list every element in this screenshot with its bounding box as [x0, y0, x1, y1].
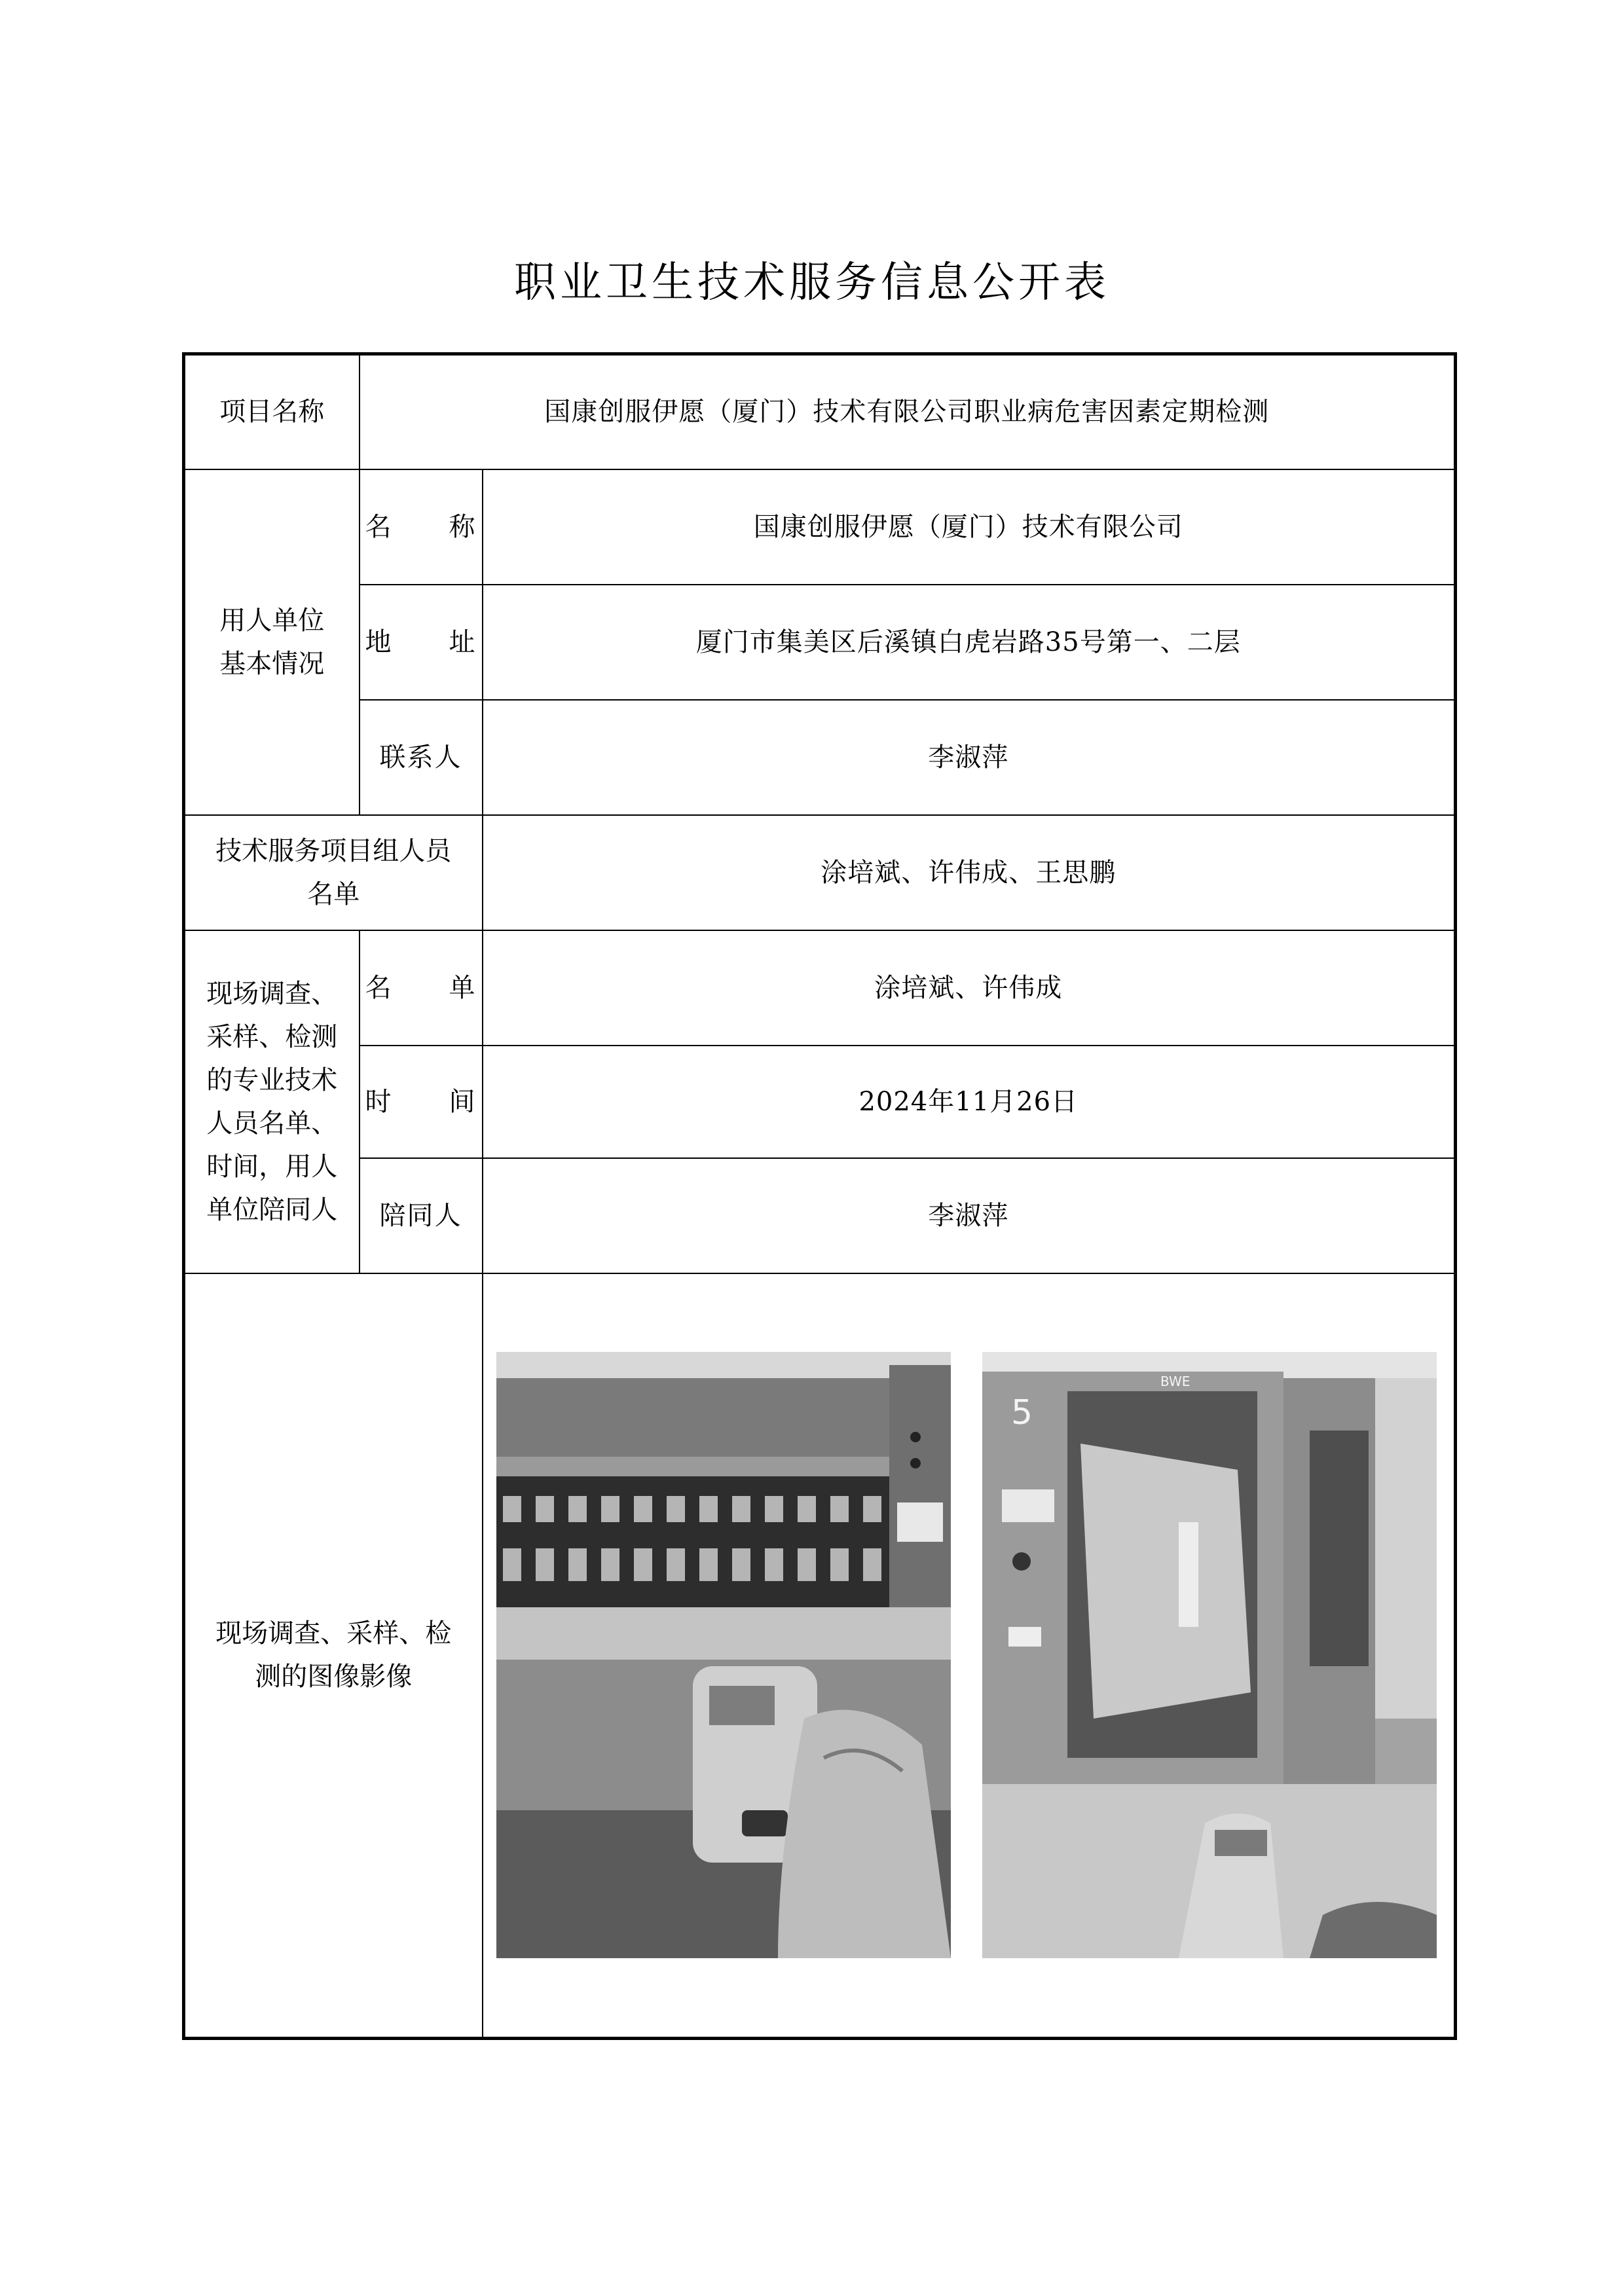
label-char: 名 [365, 511, 393, 542]
employer-address-label [360, 585, 483, 700]
project-name-label: 项目名称 [184, 354, 360, 469]
label-char: 址 [449, 627, 477, 657]
row-images [184, 1273, 1456, 2039]
site-photo-ironer [496, 1352, 951, 1958]
row-onsite-escort [184, 1158, 1456, 1273]
employer-name-label [360, 469, 483, 585]
row-onsite-time [184, 1046, 1456, 1158]
label-char: 间 [449, 1086, 477, 1117]
ironer-photo-illustration [496, 1352, 951, 1958]
employer-contact-value: 李淑萍 [483, 700, 1456, 815]
row-employer-name [184, 469, 1456, 585]
employer-name-value: 国康创服伊愿（厦门）技术有限公司 [483, 469, 1456, 585]
row-employer-address [184, 585, 1456, 700]
project-name-value: 国康创服伊愿（厦门）技术有限公司职业病危害因素定期检测 [360, 354, 1456, 469]
employer-section-label: 用人单位 基本情况 [184, 469, 360, 815]
label-char: 单 [449, 972, 477, 1003]
washer-photo-illustration [982, 1352, 1437, 1958]
washer-number-text: 5 [1011, 1393, 1033, 1433]
row-team [184, 815, 1456, 930]
onsite-section-label: 现场调查、 采样、检测 的专业技术 人员名单、 时间，用人 单位陪同人 [184, 930, 360, 1273]
onsite-list-label [360, 930, 483, 1046]
onsite-list-value: 涂培斌、许伟成 [483, 930, 1456, 1046]
photo-strip [483, 1352, 1454, 1958]
onsite-time-value: 2024年11月26日 [483, 1046, 1456, 1158]
washer-brand-text: BWE [1160, 1374, 1190, 1390]
images-label: 现场调查、采样、检 测的图像影像 [184, 1273, 483, 2039]
row-employer-contact [184, 700, 1456, 815]
site-photo-washer [982, 1352, 1437, 1958]
row-project-name [184, 354, 1456, 469]
label-char: 名 [365, 972, 393, 1003]
onsite-time-label [360, 1046, 483, 1158]
onsite-escort-value: 李淑萍 [483, 1158, 1456, 1273]
row-onsite-list [184, 930, 1456, 1046]
page-title: 职业卫生技术服务信息公开表 [514, 259, 1110, 307]
team-value: 涂培斌、许伟成、王思鹏 [483, 815, 1456, 930]
label-char: 地 [365, 627, 393, 657]
employer-contact-label: 联系人 [360, 700, 483, 815]
images-cell [483, 1273, 1456, 2039]
employer-address-value: 厦门市集美区后溪镇白虎岩路35号第一、二层 [483, 585, 1456, 700]
team-label: 技术服务项目组人员 名单 [184, 815, 483, 930]
label-char: 称 [449, 511, 477, 542]
info-table [182, 352, 1457, 2040]
label-char: 时 [365, 1086, 393, 1117]
onsite-escort-label: 陪同人 [360, 1158, 483, 1273]
